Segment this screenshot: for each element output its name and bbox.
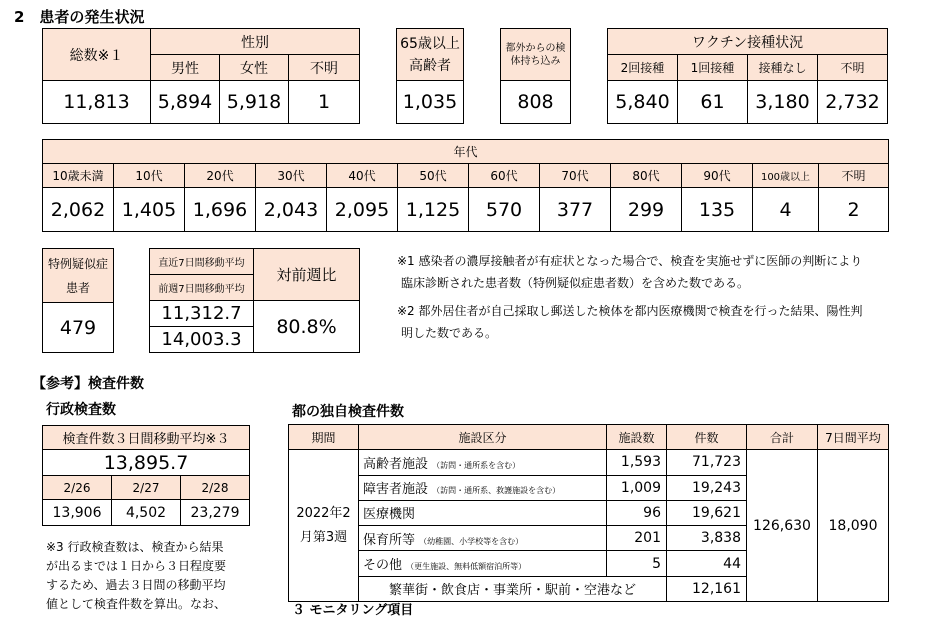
- facility-sub: （更生施設、無料低額宿泊所等）: [406, 562, 527, 572]
- test-count: 12,161: [667, 576, 747, 601]
- age-value: 299: [611, 188, 682, 232]
- facility-name: 保育所等: [363, 532, 416, 548]
- vaccine-header: 接種なし: [748, 55, 818, 81]
- metro-header-facility: 施設区分: [359, 425, 607, 450]
- admin-count: 23,279: [181, 500, 250, 526]
- elderly-label-1: 65歳以上: [400, 35, 460, 52]
- admin-date: 2/27: [112, 476, 181, 500]
- age-header: 100歳以上: [753, 164, 819, 188]
- suspected-value: 479: [43, 303, 114, 353]
- prev-avg-value: 14,003.3: [150, 327, 254, 353]
- metro-table: [288, 424, 889, 602]
- vaccine-title: ワクチン接種状況: [608, 29, 888, 55]
- suspected-label-2: 患者: [65, 280, 90, 295]
- vaccine-header: 1回接種: [678, 55, 748, 81]
- ratio-label: 対前週比: [254, 249, 360, 301]
- female-label: 女性: [220, 55, 289, 81]
- age-title: 年代: [43, 140, 889, 164]
- elderly-table: [396, 28, 464, 124]
- age-header: 30代: [256, 164, 327, 188]
- metro-period-line2: 月第3週: [299, 529, 348, 545]
- summary-table: [42, 28, 360, 124]
- facility-count: 1,593: [607, 450, 667, 475]
- admin-table: [42, 425, 250, 526]
- next-heading: ３ モニタリング項目: [292, 603, 414, 618]
- facility-count: 201: [607, 526, 667, 551]
- admin-avg-label: 検査件数３日間移動平均※３: [43, 426, 250, 450]
- elderly-label-2: 高齢者: [409, 57, 451, 74]
- age-header: 不明: [819, 164, 889, 188]
- facility-name: 繁華街・飲食店・事業所・駅前・空港など: [359, 576, 667, 601]
- metro-period-line1: 2022年2: [296, 505, 351, 521]
- metro-total: 126,630: [747, 450, 818, 602]
- prev-avg-label: 前週7日間移動平均: [150, 275, 254, 301]
- elderly-value: 1,035: [397, 81, 464, 124]
- facility-sub: （訪問・通所系を含む）: [432, 460, 521, 470]
- facility-sub: （幼稚園、小学校等を含む）: [419, 536, 524, 546]
- test-count: 44: [667, 551, 747, 576]
- age-header: 10代: [114, 164, 185, 188]
- admin-avg-value: 13,895.7: [43, 450, 250, 476]
- age-header: 90代: [682, 164, 753, 188]
- age-value: 135: [682, 188, 753, 232]
- age-header: 10歳未満: [43, 164, 114, 188]
- age-header: 20代: [185, 164, 256, 188]
- admin-note: [46, 538, 256, 614]
- metro-header-facilities: 施設数: [607, 425, 667, 450]
- test-count: 19,243: [667, 475, 747, 500]
- facility-name: 医療機関: [363, 507, 416, 523]
- facility-name: 高齢者施設: [363, 456, 429, 472]
- facility-count: 5: [607, 551, 667, 576]
- admin-note-line: するため、過去３日間の移動平均: [46, 578, 226, 592]
- reference-title: 【参考】検査件数: [32, 376, 144, 392]
- age-table: [42, 139, 889, 232]
- age-value: 2: [819, 188, 889, 232]
- vaccine-header: 不明: [818, 55, 888, 81]
- vaccine-header: 2回接種: [608, 55, 678, 81]
- vaccine-value: 2,732: [818, 81, 888, 124]
- notes: [397, 250, 925, 344]
- facility-sub: （訪問・通所系、救護施設を含む）: [432, 486, 561, 496]
- note2-line1: ※2 都外居住者が自己採取し郵送した検体を都内医療機関で検査を行った結果、陽性判: [397, 304, 863, 318]
- vaccine-table: [607, 28, 888, 124]
- age-header: 50代: [398, 164, 469, 188]
- facility-count: 1,009: [607, 475, 667, 500]
- metro-header-avg7: 7日間平均: [818, 425, 889, 450]
- outside-value: 808: [501, 81, 571, 124]
- suspected-table: [42, 248, 114, 353]
- age-header: 60代: [469, 164, 540, 188]
- age-value: 377: [540, 188, 611, 232]
- sex-unknown-label: 不明: [289, 55, 360, 81]
- male-value: 5,894: [151, 81, 220, 124]
- age-value: 2,062: [43, 188, 114, 232]
- note2-line2: 明した数である。: [401, 326, 498, 340]
- age-value: 2,043: [256, 188, 327, 232]
- male-label: 男性: [151, 55, 220, 81]
- recent-avg-value: 11,312.7: [150, 301, 254, 327]
- total-value: 11,813: [43, 81, 151, 124]
- admin-note-line: ※3 行政検査数は、検査から結果: [46, 540, 224, 554]
- test-count: 19,621: [667, 500, 747, 525]
- age-header: 80代: [611, 164, 682, 188]
- facility-count: 96: [607, 500, 667, 525]
- facility-name: 障害者施設: [363, 482, 429, 498]
- metro-header-total: 合計: [747, 425, 818, 450]
- recent-avg-label: 直近7日間移動平均: [150, 249, 254, 275]
- admin-note-line: が出るまでは１日から３日程度要: [46, 559, 227, 573]
- note1-line1: ※1 感染者の濃厚接触者が有症状となった場合で、検査を実施せずに医師の判断により: [397, 254, 863, 268]
- test-count: 3,838: [667, 526, 747, 551]
- age-value: 1,405: [114, 188, 185, 232]
- admin-date: 2/28: [181, 476, 250, 500]
- section-title: 2 患者の発生状況: [14, 8, 145, 26]
- age-value: 2,095: [327, 188, 398, 232]
- admin-count: 13,906: [43, 500, 112, 526]
- vaccine-value: 61: [678, 81, 748, 124]
- admin-count: 4,502: [112, 500, 181, 526]
- admin-date: 2/26: [43, 476, 112, 500]
- age-value: 1,125: [398, 188, 469, 232]
- outside-table: [500, 28, 571, 124]
- sex-unknown-value: 1: [289, 81, 360, 124]
- suspected-label-1: 特例疑似症: [47, 256, 108, 271]
- age-value: 4: [753, 188, 819, 232]
- total-label: 総数※１: [43, 29, 151, 81]
- vaccine-value: 5,840: [608, 81, 678, 124]
- vaccine-value: 3,180: [748, 81, 818, 124]
- metro-header-period: 期間: [289, 425, 359, 450]
- note1-line2: 臨床診断された患者数（特例疑似症患者数）を含めた数である。: [401, 276, 750, 290]
- metro-header-count: 件数: [667, 425, 747, 450]
- female-value: 5,918: [220, 81, 289, 124]
- ratio-value: 80.8%: [254, 301, 360, 353]
- age-header: 70代: [540, 164, 611, 188]
- sex-label: 性別: [151, 29, 360, 55]
- facility-name: その他: [363, 558, 403, 574]
- age-header: 40代: [327, 164, 398, 188]
- age-value: 570: [469, 188, 540, 232]
- test-count: 71,723: [667, 450, 747, 475]
- metro-title: 都の独自検査件数: [292, 404, 404, 420]
- admin-note-line: 値として検査件数を算出。なお、: [46, 597, 227, 611]
- metro-avg7: 18,090: [818, 450, 889, 602]
- weekly-table: [149, 248, 360, 353]
- outside-label: 都外からの検体持ち込み: [501, 29, 571, 81]
- admin-title: 行政検査数: [46, 402, 116, 418]
- age-value: 1,696: [185, 188, 256, 232]
